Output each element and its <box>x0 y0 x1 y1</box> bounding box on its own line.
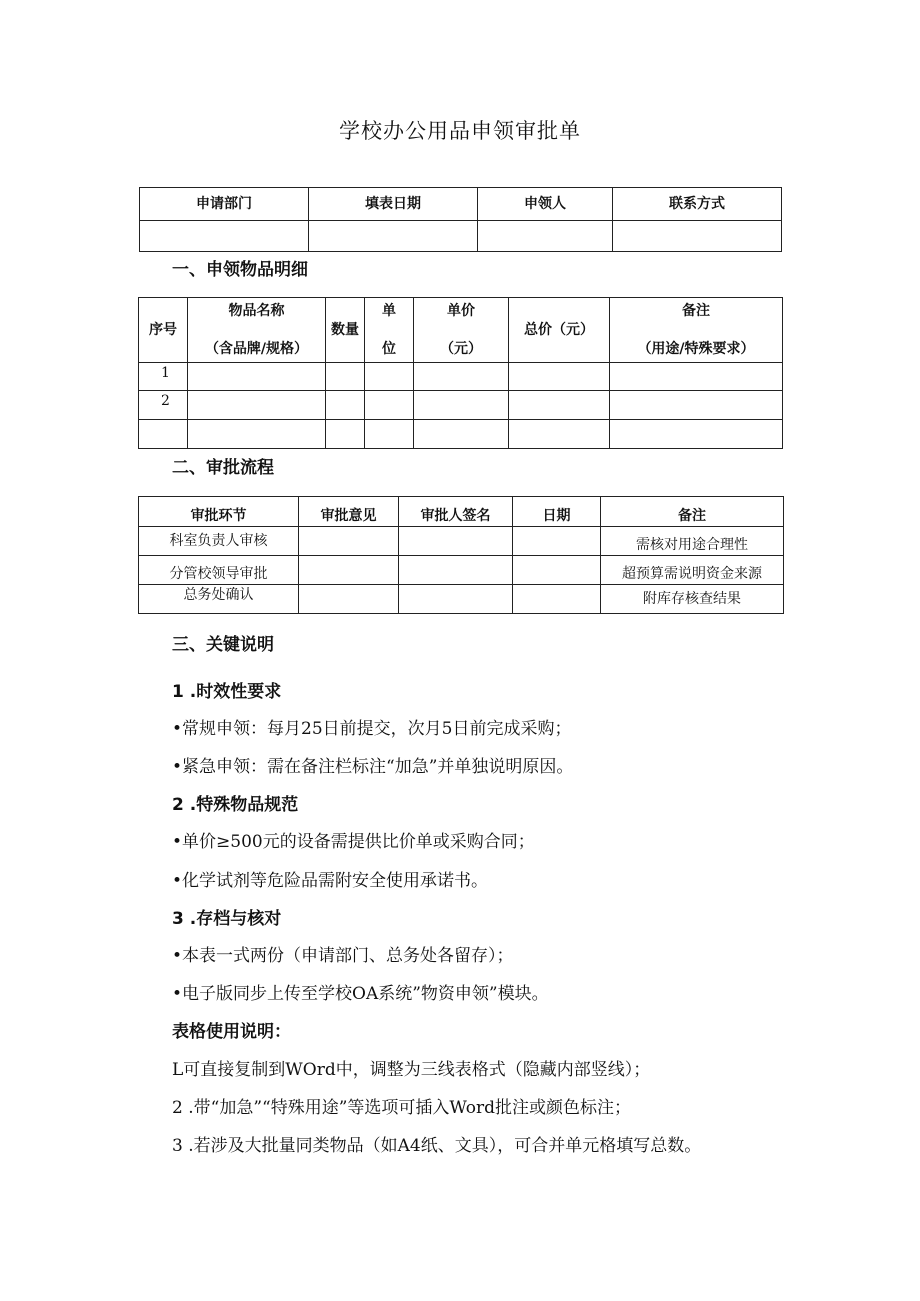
items-header-qty: 数量 <box>326 298 365 363</box>
items-header-price-line2: （元） <box>440 341 482 357</box>
contact-field[interactable] <box>613 221 782 252</box>
item-qty-cell[interactable] <box>326 363 365 391</box>
usage-item: L可直接复制到WOrd中，调整为三线表格式（隐藏内部竖线）； <box>172 1060 651 1080</box>
item-total-cell[interactable] <box>509 363 610 391</box>
applicant-info-table <box>139 187 782 252</box>
note-item: •单价≥500元的设备需提供比价单或采购合同； <box>172 832 535 852</box>
item-price-cell[interactable] <box>414 420 509 449</box>
items-table <box>138 297 783 449</box>
approval-note: 附库存核查结果 <box>601 585 784 614</box>
items-header-note-line1: 备注 <box>682 303 710 319</box>
note-item: •常规申领：每月25日前提交，次月5日前完成采购； <box>172 719 572 739</box>
approval-opinion-cell[interactable] <box>299 527 399 556</box>
approval-signature-cell[interactable] <box>399 527 513 556</box>
approval-header-step: 审批环节 <box>139 497 299 527</box>
item-qty-cell[interactable] <box>326 420 365 449</box>
row-number: 1 <box>139 363 188 391</box>
approval-note: 需核对用途合理性 <box>601 527 784 556</box>
table-row <box>139 585 784 614</box>
item-price-cell[interactable] <box>414 363 509 391</box>
page-title: 学校办公用品申领审批单 <box>339 119 581 143</box>
item-note-cell[interactable] <box>610 391 783 420</box>
items-header-note-line2: （用途/特殊要求） <box>637 341 755 357</box>
items-header-price <box>414 298 509 363</box>
col-department: 申请部门 <box>140 188 309 221</box>
approval-step: 分管校领导审批 <box>139 556 299 585</box>
fill-date-field[interactable] <box>309 221 478 252</box>
department-field[interactable] <box>140 221 309 252</box>
table-row <box>139 527 784 556</box>
item-unit-cell[interactable] <box>365 363 414 391</box>
note-item: •本表一式两份（申请部门、总务处各留存）； <box>172 946 514 966</box>
item-unit-cell[interactable] <box>365 420 414 449</box>
applicant-field[interactable] <box>478 221 613 252</box>
note-heading-timeliness: 1 .时效性要求 <box>172 682 282 702</box>
items-header-unit-line1: 单 <box>382 303 396 319</box>
items-header-name <box>188 298 326 363</box>
item-unit-cell[interactable] <box>365 391 414 420</box>
items-header-unit-line2: 位 <box>382 341 396 357</box>
note-item: •紧急申领：需在备注栏标注“加急”并单独说明原因。 <box>172 757 574 777</box>
approval-opinion-cell[interactable] <box>299 585 399 614</box>
item-note-cell[interactable] <box>610 363 783 391</box>
item-name-cell[interactable] <box>188 363 326 391</box>
note-item: •化学试剂等危险品需附安全使用承诺书。 <box>172 871 489 891</box>
item-name-cell[interactable] <box>188 391 326 420</box>
approval-date-cell[interactable] <box>513 585 601 614</box>
approval-header-opinion: 审批意见 <box>299 497 399 527</box>
approval-step: 科室负责人审核 <box>139 527 299 556</box>
section-approval-heading: 二、审批流程 <box>172 458 274 478</box>
table-row <box>139 420 783 449</box>
section-notes-heading: 三、关键说明 <box>172 635 274 655</box>
col-fill-date: 填表日期 <box>309 188 478 221</box>
table-row <box>139 391 783 420</box>
item-note-cell[interactable] <box>610 420 783 449</box>
usage-item: 2 .带“加急”“特殊用途”等选项可插入Word批注或颜色标注； <box>172 1098 631 1118</box>
note-heading-special-items: 2 .特殊物品规范 <box>172 795 299 815</box>
items-header-name-line1: 物品名称 <box>228 303 285 319</box>
approval-table <box>138 496 784 614</box>
approval-header-date: 日期 <box>513 497 601 527</box>
table-row <box>139 556 784 585</box>
item-total-cell[interactable] <box>509 391 610 420</box>
approval-step: 总务处确认 <box>139 585 299 614</box>
section-items-heading: 一、申领物品明细 <box>172 260 308 280</box>
items-header-price-line1: 单价 <box>447 303 475 319</box>
items-header-note <box>610 298 783 363</box>
approval-date-cell[interactable] <box>513 556 601 585</box>
item-name-cell[interactable] <box>188 420 326 449</box>
item-qty-cell[interactable] <box>326 391 365 420</box>
usage-heading: 表格使用说明： <box>172 1022 291 1042</box>
table-row <box>139 363 783 391</box>
note-heading-archive: 3 .存档与核对 <box>172 909 282 929</box>
approval-header-signature: 审批人签名 <box>399 497 513 527</box>
usage-item: 3 .若涉及大批量同类物品（如A4纸、文具），可合并单元格填写总数。 <box>172 1136 702 1156</box>
item-price-cell[interactable] <box>414 391 509 420</box>
approval-signature-cell[interactable] <box>399 585 513 614</box>
row-number: 2 <box>139 391 188 420</box>
approval-header-note: 备注 <box>601 497 784 527</box>
approval-opinion-cell[interactable] <box>299 556 399 585</box>
items-header-seq: 序号 <box>139 298 188 363</box>
items-header-name-line2: （含品牌/规格） <box>204 341 309 357</box>
col-applicant: 申领人 <box>478 188 613 221</box>
approval-signature-cell[interactable] <box>399 556 513 585</box>
note-item: •电子版同步上传至学校OA系统”物资申领”模块。 <box>172 984 549 1004</box>
approval-note: 超预算需说明资金来源 <box>601 556 784 585</box>
col-contact: 联系方式 <box>613 188 782 221</box>
items-header-unit <box>365 298 414 363</box>
row-number <box>139 420 188 449</box>
items-header-total: 总价（元） <box>509 298 610 363</box>
approval-date-cell[interactable] <box>513 527 601 556</box>
item-total-cell[interactable] <box>509 420 610 449</box>
